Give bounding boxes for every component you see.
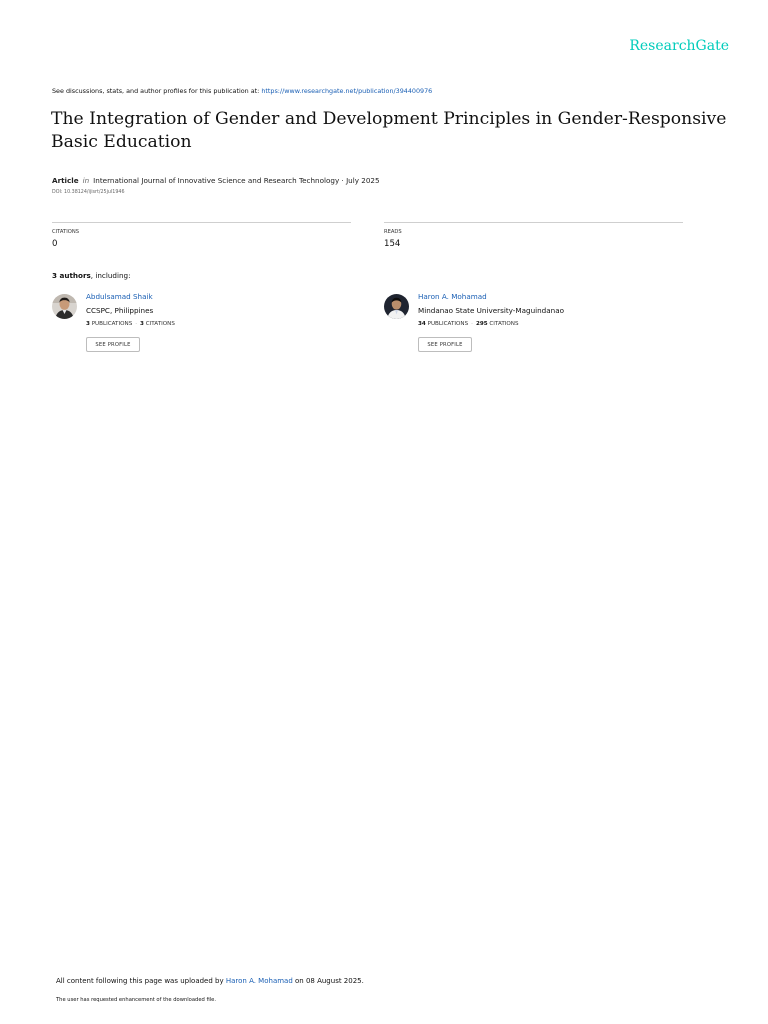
doi[interactable]: DOI: 10.38124/ijisrt/25jul1946 — [52, 190, 125, 195]
author-stats — [418, 321, 519, 327]
citations-count: 295 — [475, 321, 488, 327]
citations-label: CITATIONS — [145, 321, 175, 327]
upload-prefix: All content following this page was uploaded by — [56, 977, 226, 985]
reads-label: READS — [384, 229, 402, 235]
citations-value: 0 — [52, 239, 58, 249]
article-meta — [52, 176, 380, 185]
see-profile-button[interactable]: SEE PROFILE — [86, 337, 140, 352]
author-stats — [86, 321, 175, 327]
uploader-link[interactable]: Haron A. Mohamad — [225, 977, 293, 985]
authors-heading — [52, 271, 131, 280]
author-name[interactable]: Abdulsamad Shaik — [86, 292, 153, 301]
author-institution: CCSPC, Philippines — [86, 306, 154, 315]
author-institution: Mindanao State University-Maguindanao — [418, 306, 564, 315]
reads-divider — [384, 222, 683, 223]
avatar[interactable] — [384, 294, 409, 319]
stats-separator: · — [135, 321, 138, 327]
enhancement-note: The user has requested enhancement of the downloaded file. — [56, 997, 217, 1003]
publications-label: PUBLICATIONS — [91, 321, 133, 327]
authors-count: 3 authors — [52, 271, 91, 280]
citations-label: CITATIONS — [489, 321, 519, 327]
reads-value: 154 — [384, 239, 401, 249]
discussions-text: See discussions, stats, and author profiles for this publication at: — [52, 87, 262, 95]
citations-count: 3 — [140, 321, 144, 327]
author-card — [384, 292, 684, 362]
discussions-line — [52, 87, 432, 95]
see-profile-button[interactable]: SEE PROFILE — [418, 337, 472, 352]
upload-suffix: on 08 August 2025. — [292, 977, 364, 985]
publication-link[interactable]: https://www.researchgate.net/publication/394400976 — [261, 87, 433, 95]
in-label: in — [82, 176, 90, 185]
researchgate-logo[interactable]: ResearchGate — [629, 38, 729, 54]
article-type: Article — [52, 176, 79, 185]
publications-count: 34 — [418, 321, 426, 327]
publications-label: PUBLICATIONS — [427, 321, 469, 327]
authors-suffix: , including: — [90, 271, 131, 280]
upload-note — [56, 977, 364, 985]
author-name[interactable]: Haron A. Mohamad — [418, 292, 487, 301]
author-card — [52, 292, 352, 362]
citations-label: CITATIONS — [52, 229, 80, 235]
citations-divider — [52, 222, 351, 223]
avatar[interactable] — [52, 294, 77, 319]
journal-and-date[interactable]: International Journal of Innovative Science and Research Technology · July 2025 — [93, 176, 380, 185]
publications-count: 3 — [86, 321, 90, 327]
stats-separator: · — [471, 321, 473, 327]
publication-title: The Integration of Gender and Development Principles in Gender-Responsive Basic Education — [51, 109, 727, 152]
